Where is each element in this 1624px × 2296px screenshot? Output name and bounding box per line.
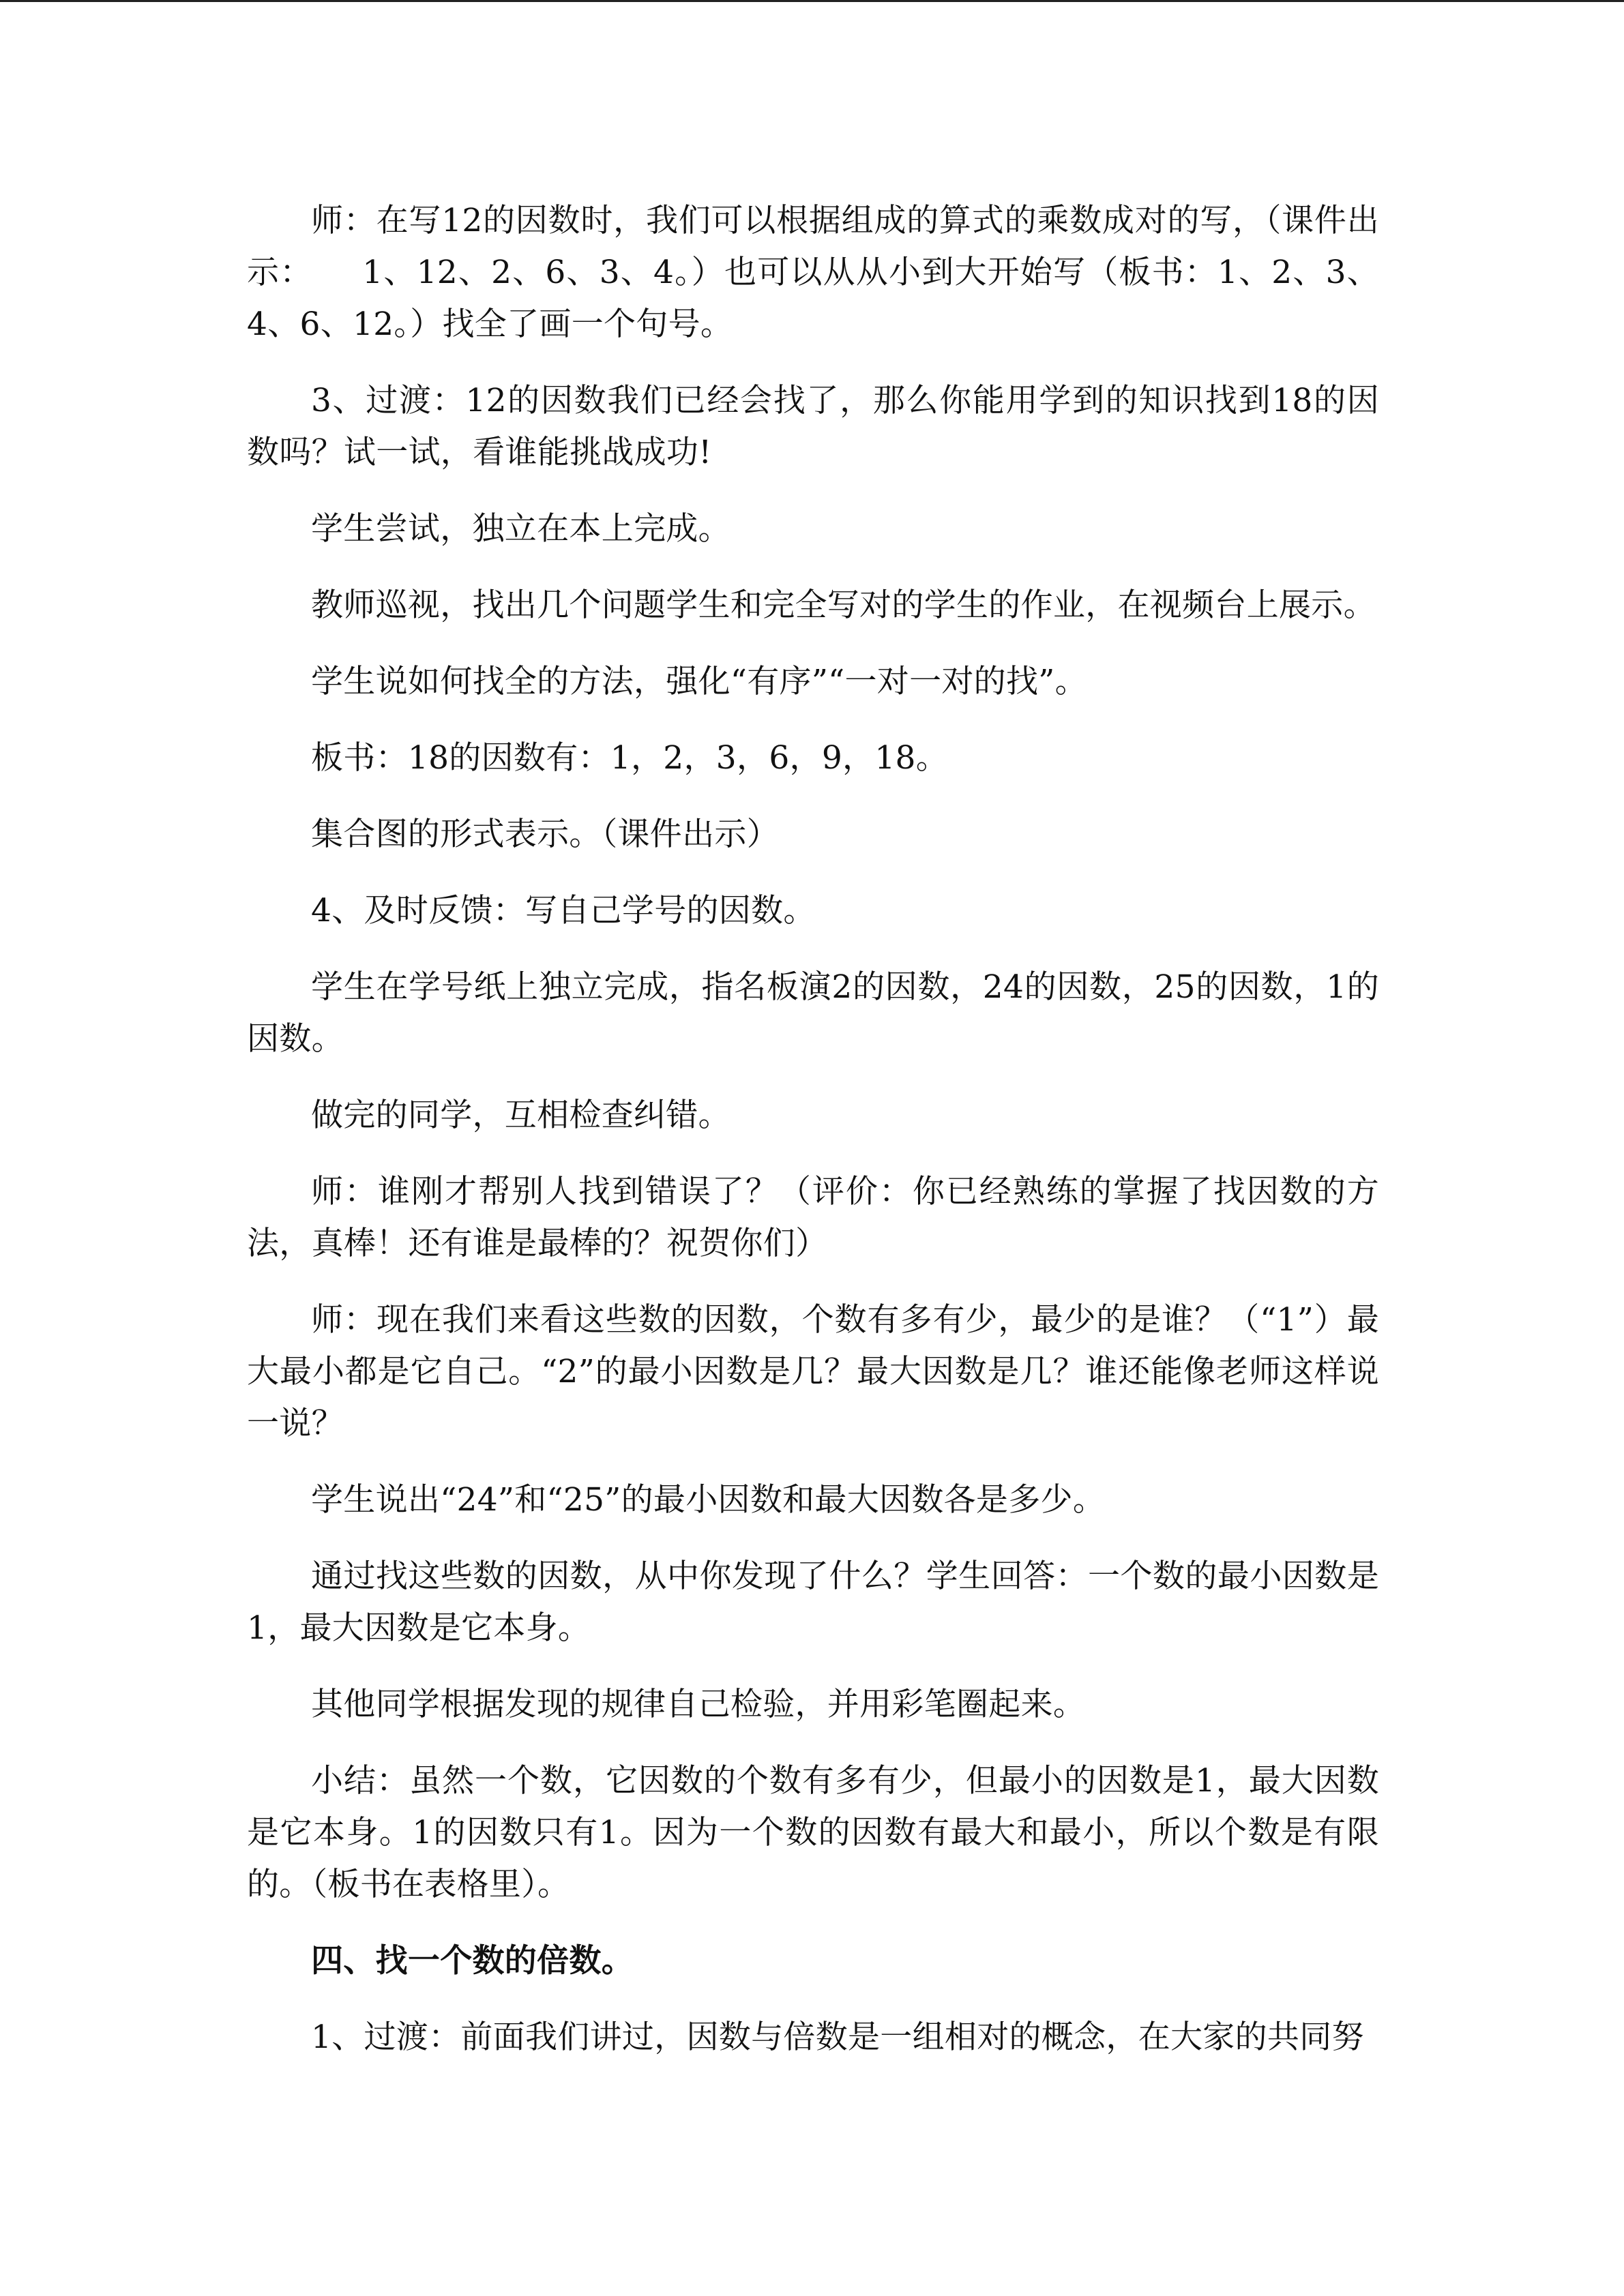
paragraph-5: 学生说如何找全的方法，强化“有序”“一对一对的找”。 [311, 663, 1087, 700]
paragraph-4: 教师巡视，找出几个问题学生和完全写对的学生的作业，在视频台上展示。 [311, 586, 1376, 624]
paragraph-13: 学生说出“24”和“25”的最小因数和最大因数各是多少。 [311, 1481, 1106, 1519]
paragraph-15: 其他同学根据发现的规律自己检验，并用彩笔圈起来。 [311, 1686, 1086, 1723]
paragraph-12: 师：现在我们来看这些数的因数，个数有多有少，最少的是谁？（“1”）最大最小都是它自己。“2”的最小因数是几？最大因数是几？谁还能像老师这样说一说？ [247, 1301, 1379, 1442]
paragraph-10: 做完的同学，互相检查纠错。 [311, 1097, 730, 1134]
paragraph-8: 4、及时反馈：写自己学号的因数。 [311, 892, 816, 929]
paragraph-16: 小结：虽然一个数，它因数的个数有多有少，但最小的因数是1，最大因数是它本身。1的因数只有1。因为一个数的因数有最大和最小，所以个数是有限的。（板书在表格里）。 [247, 1762, 1379, 1903]
paragraph-3: 学生尝试，独立在本上完成。 [311, 510, 730, 548]
paragraph-6: 板书：18的因数有：1，2，3，6，9，18。 [311, 739, 949, 777]
paragraph-1: 师：在写12的因数时，我们可以根据组成的算式的乘数成对的写，（课件出示： 1、12、2、6、3、4。）也可以从从小到大开始写（板书：1、2、3、4、6、12。）找全了画一个句号。 [247, 202, 1379, 343]
paragraph-17: 1、过渡：前面我们讲过，因数与倍数是一组相对的概念，在大家的共同努 [311, 2018, 1364, 2056]
section-heading: 四、找一个数的倍数。 [311, 1942, 634, 1980]
document-body [247, 195, 1379, 2088]
paragraph-7: 集合图的形式表示。（课件出示） [311, 816, 779, 853]
paragraph-9: 学生在学号纸上独立完成，指名板演2的因数，24的因数，25的因数，1的因数。 [247, 968, 1379, 1058]
paragraph-11: 师：谁刚才帮别人找到错误了？（评价：你已经熟练的掌握了找因数的方法，真棒！还有谁是最棒的？祝贺你们） [247, 1173, 1379, 1262]
paragraph-14: 通过找这些数的因数，从中你发现了什么？学生回答：一个数的最小因数是1，最大因数是它本身。 [247, 1557, 1379, 1647]
paragraph-2: 3、过渡：12的因数我们已经会找了，那么你能用学到的知识找到18的因数吗？试一试，看谁能挑战成功! [247, 382, 1379, 471]
